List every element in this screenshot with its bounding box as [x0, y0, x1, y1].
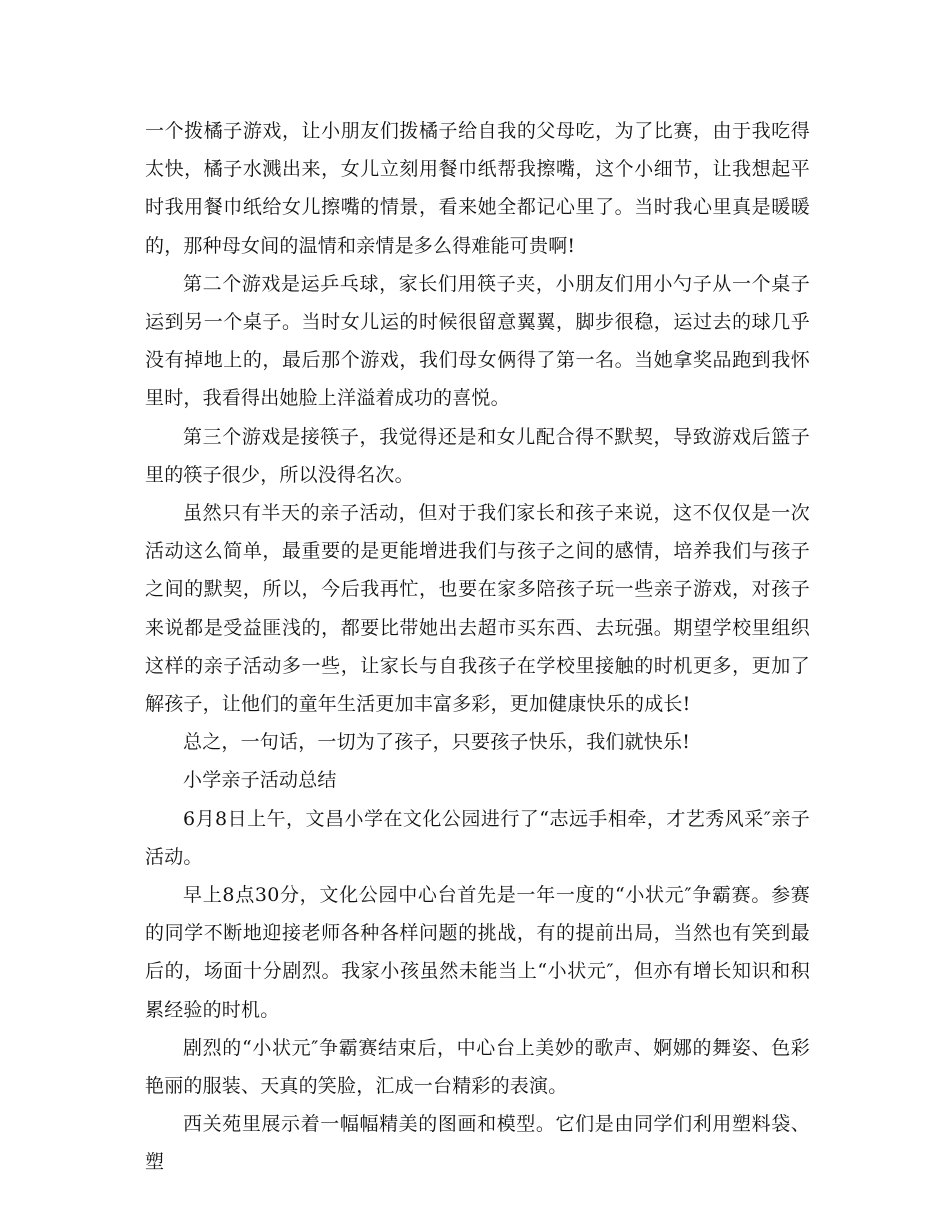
paragraph-orange-game: 一个拨橘子游戏，让小朋友们拨橘子给自我的父母吃，为了比赛，由于我吃得太快，橘子水溅出来，女儿立刻用餐巾纸帮我擦嘴，这个小细节，让我想起平时我用餐巾纸给女儿擦嘴的情景，看来她全都记心里了。当时我心里真是暖暖的，那种母女间的温情和亲情是多么得难能可贵啊! [145, 120, 810, 257]
document-body [145, 112, 810, 1182]
section-heading: 小学亲子活动总结 [183, 769, 337, 792]
paragraph-contest: 早上8点30分，文化公园中心台首先是一年一度的“小状元″争霸赛。参赛的同学不断地迎接老师各种各样问题的挑战，有的提前出局，当然也有笑到最后的，场面十分剧烈。我家小孩虽然未能当上“小状元″，但亦有增长知识和积累经验的时机。 [145, 884, 810, 1021]
paragraph-conclusion: 总之，一句话，一切为了孩子，只要孩子快乐，我们就快乐! [183, 731, 691, 754]
paragraph-reflection: 虽然只有半天的亲子活动，但对于我们家长和孩子来说，这不仅仅是一次活动这么简单，最重要的是更能增进我们与孩子之间的感情，培养我们与孩子之间的默契，所以，今后我再忙，也要在家多陪孩子玩一些亲子游戏，对孩子来说都是受益匪浅的，都要比带她出去超市买东西、去玩强。期望学校里组织这样的亲子活动多一些，让家长与自我孩子在学校里接触的时机更多，更加了解孩子，让他们的童年生活更加丰富多彩，更加健康快乐的成长! [145, 502, 810, 716]
paragraph-performance: 剧烈的“小状元″争霸赛结束后，中心台上美妙的歌声、婀娜的舞姿、色彩艳丽的服装、天真的笑脸，汇成一台精彩的表演。 [145, 1036, 810, 1098]
paragraph-chopsticks-game: 第三个游戏是接筷子，我觉得还是和女儿配合得不默契，导致游戏后篮子里的筷子很少，所以没得名次。 [145, 425, 810, 486]
paragraph-pingpong-game: 第二个游戏是运乒乓球，家长们用筷子夹，小朋友们用小勺子从一个桌子运到另一个桌子。当时女儿运的时候很留意翼翼，脚步很稳，运过去的球几乎没有掉地上的，最后那个游戏，我们母女俩得了第一名。当她拿奖品跑到我怀里时，我看得出她脸上洋溢着成功的喜悦。 [145, 272, 810, 410]
paragraph-exhibition: 西关苑里展示着一幅幅精美的图画和模型。它们是由同学们利用塑料袋、塑 [145, 1113, 810, 1174]
paragraph-event-intro: 6月8日上午，文昌小学在文化公园进行了“志远手相牵，才艺秀风采″亲子活动。 [145, 807, 810, 868]
